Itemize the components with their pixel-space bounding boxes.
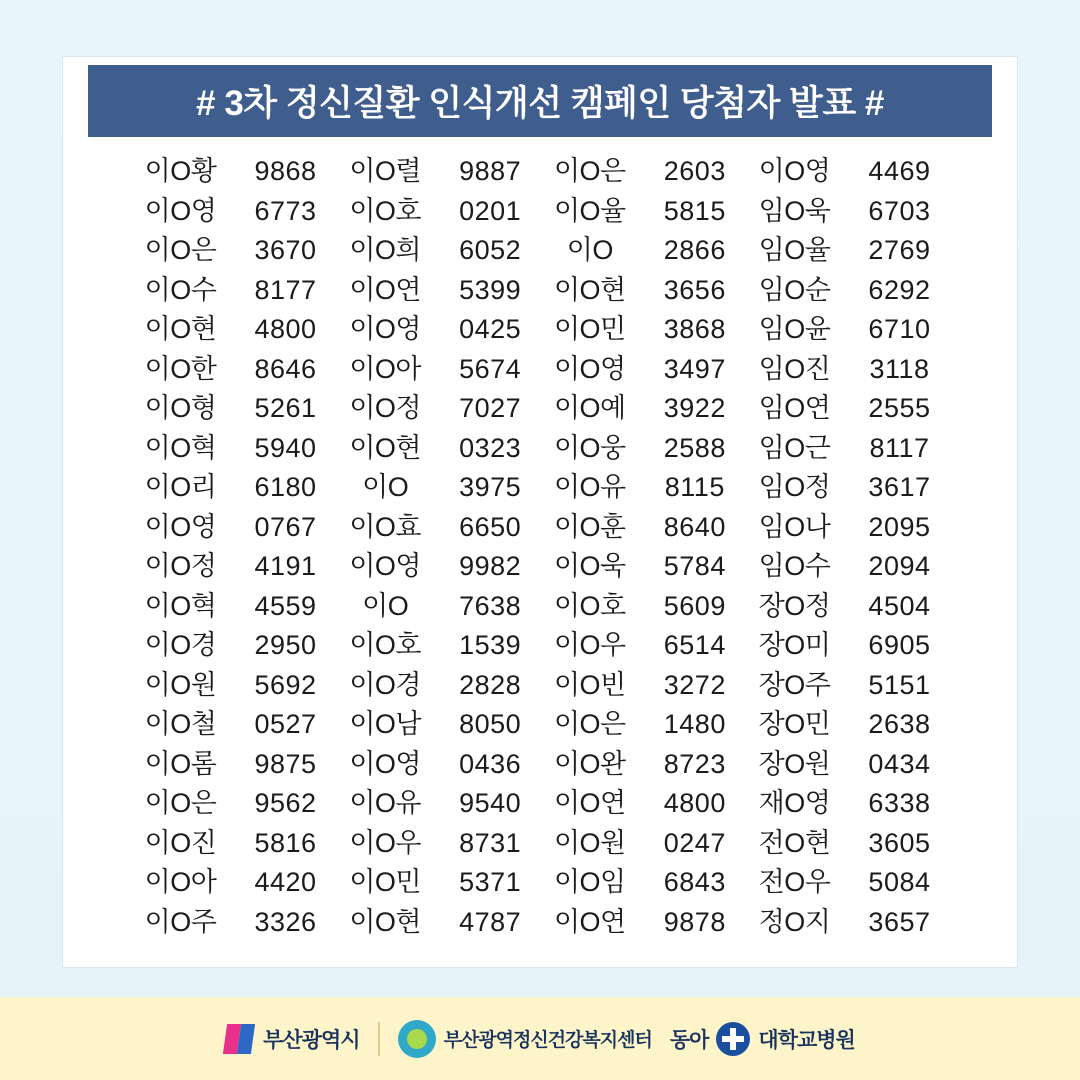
winner-number: 0767 <box>254 511 317 542</box>
winner-row <box>133 705 333 745</box>
winner-number: 4420 <box>254 867 317 897</box>
winner-number: 8050 <box>459 709 522 739</box>
winner-row <box>542 508 742 548</box>
winner-number: 6180 <box>254 472 317 502</box>
winner-name: 장O주 <box>758 669 831 700</box>
winner-number: 3326 <box>254 906 317 937</box>
winner-row <box>133 784 333 824</box>
winner-row <box>338 152 538 192</box>
winner-card <box>63 57 1017 967</box>
winner-name: 임O율 <box>758 235 831 265</box>
winner-name: 이O호 <box>349 630 421 660</box>
winner-number: 5151 <box>868 669 931 700</box>
winner-list <box>88 152 992 952</box>
winner-number: 6773 <box>254 195 317 226</box>
winner-row <box>542 468 742 508</box>
winner-row <box>747 271 947 311</box>
winner-name: 임O진 <box>758 353 831 384</box>
winner-number: 0527 <box>254 709 317 739</box>
winner-row <box>338 508 538 548</box>
winner-name: 임O정 <box>758 472 831 502</box>
winner-number: 5609 <box>663 590 726 621</box>
winner-number: 2950 <box>254 630 317 660</box>
winner-number: 5399 <box>459 274 522 305</box>
winner-number: 4469 <box>868 156 931 186</box>
winner-row <box>542 152 742 192</box>
winner-number: 3617 <box>868 472 931 502</box>
winner-row <box>542 745 742 785</box>
winner-name: 이O빈 <box>553 669 626 700</box>
winner-row <box>133 903 333 943</box>
logo-label-hospital: 대학교병원 <box>758 1028 855 1052</box>
winner-column-4 <box>747 152 947 952</box>
winner-row <box>338 310 538 350</box>
winner-number: 2555 <box>868 393 931 423</box>
winner-row <box>133 547 333 587</box>
winner-name: 이O원 <box>144 669 217 700</box>
winner-name: 이O민 <box>553 314 626 344</box>
winner-row <box>338 271 538 311</box>
winner-name: 이O영 <box>349 551 421 581</box>
winner-name: 임O수 <box>758 551 831 581</box>
winner-name: 이O영 <box>758 156 831 186</box>
winner-row <box>133 666 333 706</box>
winner-number: 8640 <box>663 511 726 542</box>
winner-number: 3656 <box>663 274 726 305</box>
winner-number: 9878 <box>663 906 726 937</box>
winner-number: 9868 <box>254 156 317 186</box>
winner-number: 6650 <box>459 511 522 542</box>
winner-number: 8731 <box>459 827 522 858</box>
winner-row <box>542 429 742 469</box>
winner-row <box>542 784 742 824</box>
winner-number: 0323 <box>459 432 522 463</box>
winner-name: 이O <box>362 590 409 621</box>
title-bar <box>88 65 992 137</box>
winner-number: 3605 <box>868 827 931 858</box>
winner-name: 이O연 <box>553 906 626 937</box>
winner-number: 5784 <box>663 551 726 581</box>
winner-number: 6703 <box>868 195 931 226</box>
winner-name: 이O훈 <box>553 511 626 542</box>
winner-number: 2588 <box>663 432 726 463</box>
footer-divider <box>378 1022 380 1056</box>
winner-number: 1539 <box>459 630 522 660</box>
winner-name: 이O희 <box>349 235 421 265</box>
winner-name: 이O형 <box>144 393 217 423</box>
winner-row <box>133 271 333 311</box>
winner-number: 0201 <box>459 195 522 226</box>
logo-label-donga: 동아 <box>669 1028 709 1052</box>
winner-row <box>747 903 947 943</box>
winner-name: 이O현 <box>144 314 217 344</box>
winner-name: 이O은 <box>553 709 626 739</box>
winner-row <box>338 429 538 469</box>
winner-number: 3868 <box>663 314 726 344</box>
winner-row <box>338 350 538 390</box>
winner-name: 이O효 <box>349 511 421 542</box>
winner-number: 9875 <box>254 748 317 779</box>
winner-number: 8646 <box>254 353 317 384</box>
winner-name: 정O지 <box>758 906 831 937</box>
winner-name: 이O예 <box>553 393 626 423</box>
winner-row <box>133 626 333 666</box>
winner-row <box>542 587 742 627</box>
winner-row <box>338 903 538 943</box>
winner-row <box>133 824 333 864</box>
winner-row <box>338 824 538 864</box>
winner-name: 이O수 <box>144 274 217 305</box>
winner-name: 이O현 <box>349 906 421 937</box>
winner-row <box>747 192 947 232</box>
winner-row <box>542 350 742 390</box>
winner-row <box>747 152 947 192</box>
winner-name: 전O현 <box>758 827 831 858</box>
winner-row <box>747 824 947 864</box>
winner-row <box>338 231 538 271</box>
winner-number: 2638 <box>868 709 931 739</box>
hospital-cross-logo-icon <box>716 1022 750 1056</box>
winner-number: 3497 <box>663 353 726 384</box>
winner-name: 이O <box>566 235 613 265</box>
winner-number: 3118 <box>869 353 930 384</box>
winner-name: 이O정 <box>144 551 217 581</box>
winner-row <box>133 350 333 390</box>
winner-number: 3670 <box>254 235 317 265</box>
winner-name: 이O웅 <box>553 432 626 463</box>
winner-name: 이O혁 <box>144 432 217 463</box>
winner-number: 2828 <box>459 669 522 700</box>
winner-name: 이O남 <box>349 709 421 739</box>
winner-row <box>542 547 742 587</box>
winner-number: 5674 <box>459 353 522 384</box>
winner-number: 3975 <box>459 472 522 502</box>
winner-row <box>338 192 538 232</box>
winner-name: 이O연 <box>349 274 421 305</box>
winner-name: 이O율 <box>553 195 626 226</box>
winner-row <box>542 903 742 943</box>
winner-number: 6905 <box>868 630 931 660</box>
winner-number: 8177 <box>254 274 317 305</box>
winner-number: 6052 <box>459 235 522 265</box>
winner-number: 5940 <box>254 432 317 463</box>
winner-name: 장O미 <box>758 630 831 660</box>
winner-number: 4800 <box>254 314 317 344</box>
winner-name: 이O임 <box>553 867 626 897</box>
winner-number: 6514 <box>663 630 726 660</box>
winner-row <box>133 745 333 785</box>
winner-number: 4787 <box>459 906 522 937</box>
winner-name: 이O영 <box>349 314 421 344</box>
winner-number: 4504 <box>868 590 931 621</box>
winner-row <box>338 784 538 824</box>
winner-column-3 <box>542 152 742 952</box>
winner-name: 임O순 <box>758 274 831 305</box>
logo-busan-city <box>225 1022 359 1056</box>
winner-row <box>338 745 538 785</box>
winner-row <box>542 271 742 311</box>
winner-row <box>133 389 333 429</box>
winner-name: 이O원 <box>553 827 626 858</box>
winner-row <box>133 863 333 903</box>
winner-number: 2866 <box>663 235 726 265</box>
winner-name: 임O나 <box>758 511 831 542</box>
winner-number: 9982 <box>459 551 522 581</box>
winner-number: 1480 <box>663 709 726 739</box>
winner-row <box>133 468 333 508</box>
winner-name: 이O영 <box>144 511 217 542</box>
winner-name: 이O아 <box>349 353 421 384</box>
winner-number: 8723 <box>663 748 726 779</box>
winner-name: 재O영 <box>758 788 831 818</box>
winner-number: 0436 <box>459 748 522 779</box>
winner-name: 이O은 <box>553 156 626 186</box>
winner-name: 이O롬 <box>144 748 217 779</box>
winner-number: 6292 <box>868 274 931 305</box>
winner-name: 이O영 <box>349 748 421 779</box>
winner-number: 9887 <box>459 156 522 186</box>
winner-number: 3922 <box>663 393 726 423</box>
winner-name: 장O정 <box>758 590 831 621</box>
winner-name: 이O호 <box>349 195 421 226</box>
winner-name: 전O우 <box>758 867 831 897</box>
winner-row <box>338 626 538 666</box>
winner-row <box>338 389 538 429</box>
winner-number: 2095 <box>868 511 931 542</box>
winner-number: 5371 <box>459 867 522 897</box>
winner-row <box>747 429 947 469</box>
winner-name: 이O은 <box>144 788 217 818</box>
winner-name: 이O황 <box>144 156 217 186</box>
winner-number: 4191 <box>254 551 317 581</box>
page-title: # 3차 정신질환 인식개선 캠페인 당첨자 발표 # <box>196 84 884 123</box>
winner-name: 이O은 <box>144 235 217 265</box>
winner-name: 이O영 <box>144 195 217 226</box>
winner-number: 3657 <box>868 906 931 937</box>
winner-row <box>338 587 538 627</box>
mental-health-center-logo-icon <box>398 1020 436 1058</box>
winner-number: 0425 <box>459 314 522 344</box>
winner-name: 이O렬 <box>349 156 421 186</box>
winner-name: 이O우 <box>553 630 626 660</box>
winner-number: 9562 <box>254 788 317 818</box>
winner-name: 이O호 <box>553 590 626 621</box>
winner-row <box>747 389 947 429</box>
winner-name: 이O주 <box>144 906 217 937</box>
winner-number: 6710 <box>868 314 931 344</box>
winner-row <box>542 231 742 271</box>
winner-row <box>542 389 742 429</box>
winner-name: 이O현 <box>349 432 421 463</box>
winner-number: 8117 <box>869 432 930 463</box>
winner-number: 5261 <box>254 393 317 423</box>
winner-name: 이O아 <box>144 867 217 897</box>
winner-number: 9540 <box>459 788 522 818</box>
winner-row <box>747 666 947 706</box>
winner-row <box>747 745 947 785</box>
winner-column-1 <box>133 152 333 952</box>
winner-number: 5815 <box>663 195 726 226</box>
winner-row <box>747 508 947 548</box>
winner-row <box>747 784 947 824</box>
winner-number: 2603 <box>663 156 726 186</box>
winner-name: 이O욱 <box>553 551 626 581</box>
winner-row <box>747 231 947 271</box>
winner-number: 5084 <box>868 867 931 897</box>
winner-row <box>747 863 947 903</box>
winner-row <box>338 547 538 587</box>
winner-name: 이O정 <box>349 393 421 423</box>
winner-column-2 <box>338 152 538 952</box>
winner-name: 이O우 <box>349 827 421 858</box>
winner-name: 이O진 <box>144 827 217 858</box>
winner-row <box>338 666 538 706</box>
winner-name: 이O완 <box>553 748 626 779</box>
winner-row <box>542 666 742 706</box>
winner-name: 이O한 <box>144 353 217 384</box>
busan-city-logo-icon <box>225 1022 255 1056</box>
winner-number: 5692 <box>254 669 317 700</box>
winner-number: 2094 <box>868 551 931 581</box>
winner-name: 이O경 <box>144 630 217 660</box>
winner-row <box>133 192 333 232</box>
winner-row <box>133 310 333 350</box>
winner-row <box>133 508 333 548</box>
winner-row <box>338 705 538 745</box>
winner-number: 3272 <box>663 669 726 700</box>
winner-name: 이O리 <box>144 472 217 502</box>
winner-number: 4559 <box>254 590 317 621</box>
winner-row <box>747 626 947 666</box>
winner-name: 임O욱 <box>758 195 831 226</box>
winner-row <box>542 863 742 903</box>
winner-row <box>747 468 947 508</box>
winner-row <box>542 192 742 232</box>
logo-label-busan-city: 부산광역시 <box>263 1028 360 1052</box>
winner-row <box>747 310 947 350</box>
winner-number: 4800 <box>663 788 726 818</box>
winner-name: 이O영 <box>553 353 626 384</box>
winner-name: 임O윤 <box>758 314 831 344</box>
winner-row <box>542 626 742 666</box>
winner-number: 0434 <box>868 748 931 779</box>
winner-row <box>747 547 947 587</box>
winner-number: 6843 <box>663 867 726 897</box>
winner-name: 장O민 <box>758 709 831 739</box>
winner-row <box>133 152 333 192</box>
winner-name: 임O연 <box>758 393 831 423</box>
winner-row <box>542 310 742 350</box>
winner-number: 5816 <box>254 827 317 858</box>
logo-mental-health-center <box>398 1020 652 1058</box>
logo-label-mental-health-center: 부산광역정신건강복지센터 <box>443 1030 652 1051</box>
winner-row <box>133 429 333 469</box>
winner-number: 7638 <box>459 590 522 621</box>
winner-name: 이O혁 <box>144 590 217 621</box>
winner-number: 8115 <box>664 472 725 502</box>
winner-number: 6338 <box>868 788 931 818</box>
winner-name: 이O민 <box>349 867 421 897</box>
winner-row <box>747 705 947 745</box>
winner-number: 0247 <box>663 827 726 858</box>
winner-row <box>133 231 333 271</box>
winner-row <box>338 468 538 508</box>
footer-logo-bar <box>0 997 1080 1080</box>
winner-name: 이O연 <box>553 788 626 818</box>
winner-name: 이O경 <box>349 669 421 700</box>
winner-row <box>747 587 947 627</box>
winner-row <box>542 824 742 864</box>
winner-name: 이O유 <box>349 788 421 818</box>
winner-name: 이O유 <box>553 472 626 502</box>
winner-row <box>338 863 538 903</box>
logo-donga-university-hospital <box>670 1022 855 1056</box>
winner-name: 장O원 <box>758 748 831 779</box>
winner-name: 이O철 <box>144 709 217 739</box>
winner-name: 이O현 <box>553 274 626 305</box>
winner-row <box>747 350 947 390</box>
winner-name: 이O <box>362 472 409 502</box>
winner-number: 2769 <box>868 235 931 265</box>
winner-row <box>542 705 742 745</box>
winner-name: 임O근 <box>758 432 831 463</box>
winner-row <box>133 587 333 627</box>
winner-number: 7027 <box>459 393 522 423</box>
